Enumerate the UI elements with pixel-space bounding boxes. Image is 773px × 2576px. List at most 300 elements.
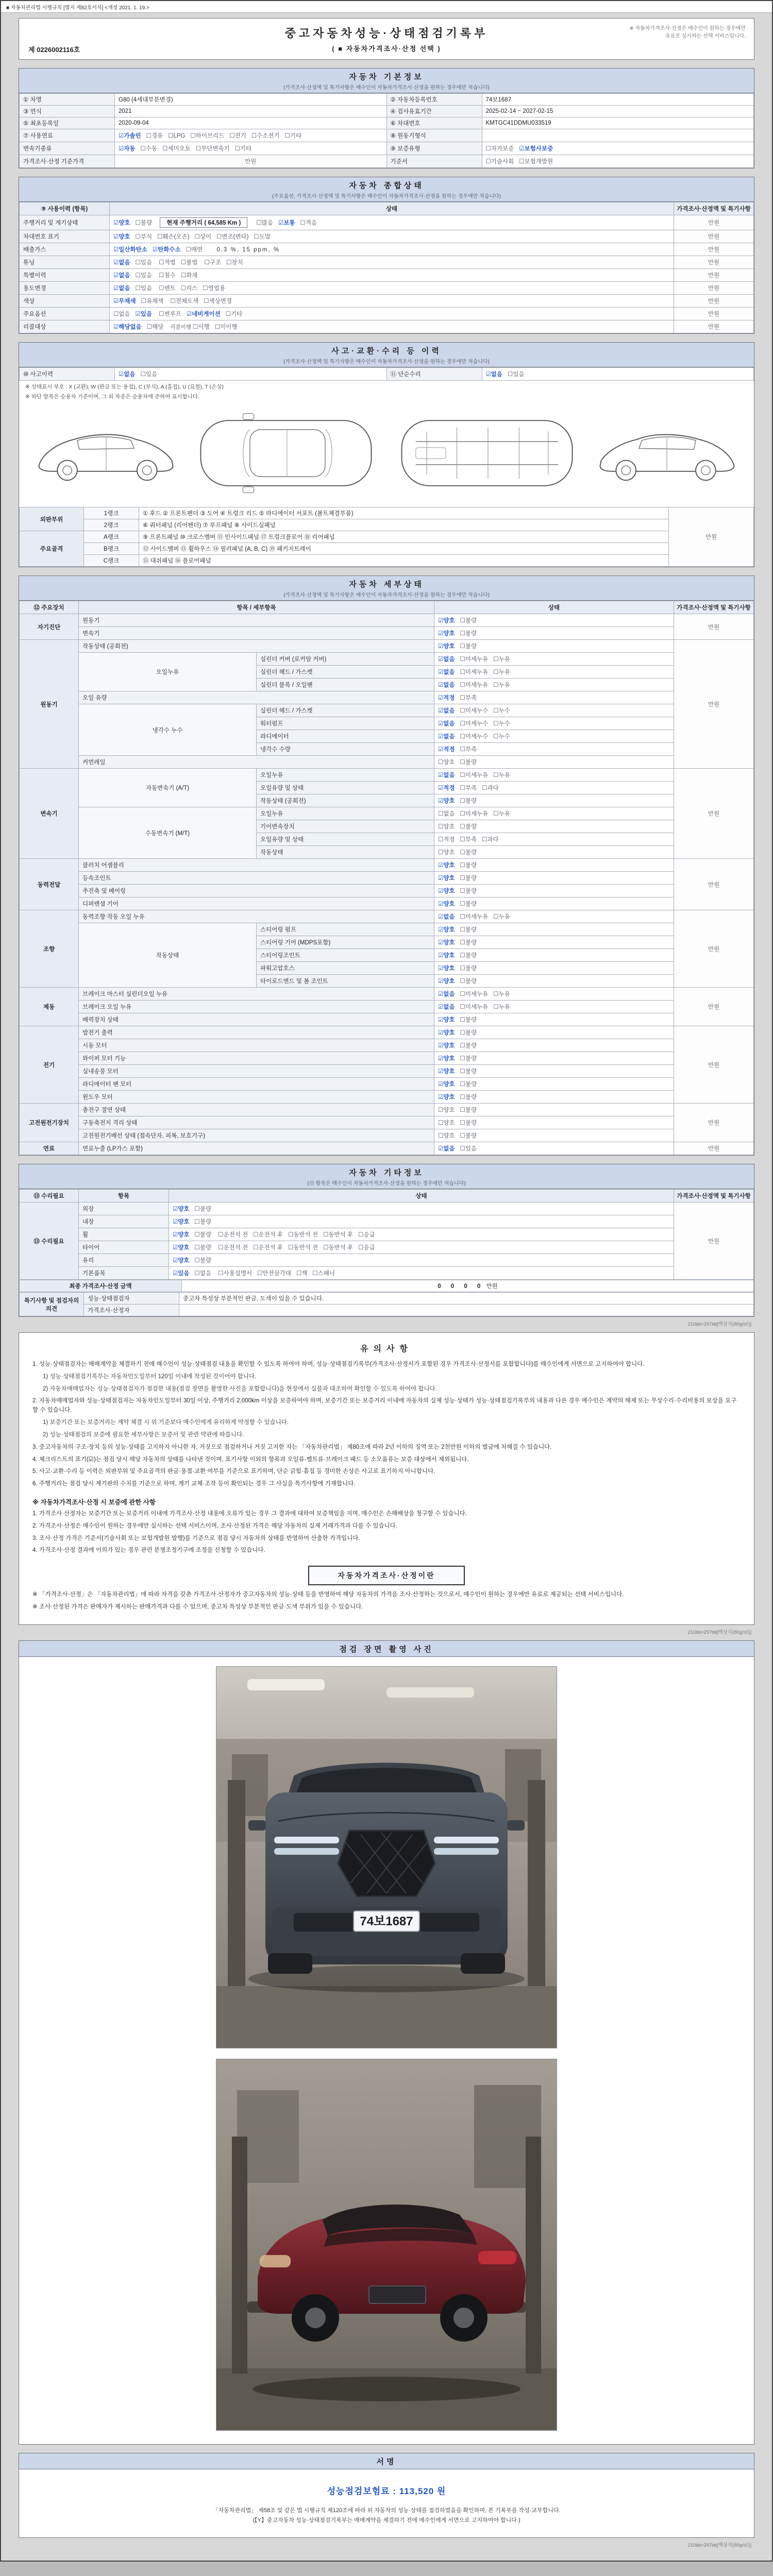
row-label: 튜닝 bbox=[20, 256, 110, 269]
subgroup-label: 자동변속기 (A/T) bbox=[79, 769, 257, 807]
table-row bbox=[20, 543, 754, 555]
checked-checkbox: ☑양호 bbox=[438, 953, 455, 959]
section-note: (가격조사·산정액 및 특기사항은 매수인이 자동차가격조사·산정을 원하는 경우에만 적습니다) bbox=[283, 85, 490, 91]
checked-checkbox: ☑양호 bbox=[113, 220, 130, 226]
checked-checkbox: ☑네비게이션 bbox=[186, 311, 221, 317]
item-label: 냉각수 수량 bbox=[257, 743, 434, 756]
unchecked-checkbox: ☐누유 bbox=[493, 656, 510, 663]
unchecked-checkbox: ☐침수 bbox=[159, 273, 176, 279]
unchecked-checkbox: ☐적정 bbox=[438, 837, 455, 843]
unchecked-checkbox: ☐전체도색 bbox=[170, 298, 199, 304]
unchecked-checkbox: ☐미세누유 bbox=[460, 669, 489, 675]
unchecked-checkbox: ☐수소전기 bbox=[251, 133, 280, 139]
unchecked-checkbox: ☐부족 bbox=[460, 695, 477, 701]
overall-condition-table bbox=[19, 202, 754, 333]
checked-checkbox: ☑적정 bbox=[438, 747, 455, 753]
checked-checkbox: ☑없음 bbox=[438, 914, 455, 920]
unchecked-checkbox: ☐응급 bbox=[358, 1232, 375, 1238]
section-title: 사고·교환·수리 등 이력 bbox=[331, 347, 442, 355]
field-label: ④ 검사유효기간 bbox=[386, 106, 482, 117]
item-label: 연료누출 (LP가스 포함) bbox=[79, 1142, 434, 1155]
unchecked-checkbox: ☐색상변경 bbox=[204, 298, 232, 304]
checked-checkbox: ☑양호 bbox=[438, 888, 455, 894]
rank-parts: ⑨ 프론트패널 ⑩ 크로스멤버 ⑪ 인사이드패널 ⑰ 트렁크플로어 ⑱ 리어패널 bbox=[139, 531, 669, 543]
detail-condition-table bbox=[19, 601, 754, 1155]
checkbox-group bbox=[205, 260, 248, 266]
checked-checkbox: ☑없음 bbox=[438, 772, 455, 778]
unchecked-checkbox: ☐수동 bbox=[140, 146, 158, 152]
checkbox-group bbox=[434, 936, 674, 949]
checked-checkbox: ☑양호 bbox=[438, 618, 455, 624]
unchecked-checkbox: ☐불량 bbox=[460, 1094, 477, 1100]
section-note: (⑬ 항목은 매수인이 자동차가격조사·산정을 원하는 경우에만 적습니다) bbox=[307, 1181, 466, 1187]
checkbox-group bbox=[434, 910, 674, 923]
final-price-label: 최종 가격조사·산정 금액 bbox=[20, 1280, 182, 1292]
section-header bbox=[19, 343, 754, 367]
opinion-row-label: 가격조사·산정자 bbox=[84, 1304, 179, 1316]
unchecked-checkbox: ☐불량 bbox=[460, 618, 477, 624]
checked-checkbox: ☑없음 bbox=[113, 285, 130, 292]
field-label: 가격조사·산정 기준가격 bbox=[20, 155, 115, 168]
insurance-label: 성능점검보험료 : bbox=[327, 2486, 396, 2496]
section-title: 서명 bbox=[376, 2457, 397, 2466]
unchecked-checkbox: ☐자가보증 bbox=[485, 146, 514, 152]
unchecked-checkbox: ☐유채색 bbox=[141, 298, 164, 304]
checked-checkbox: ☑양호 bbox=[438, 798, 455, 804]
mileage-inset bbox=[160, 217, 247, 228]
emission-state bbox=[110, 243, 674, 256]
checked-checkbox: ☑양호 bbox=[438, 978, 455, 985]
notice-item: 6. 주행거리는 점검 당시 계기판의 수치를 기준으로 하며, 계기 교체·조작 등이 확인되는 경우 그 사실을 특기사항에 기재합니다. bbox=[32, 1481, 356, 1487]
unchecked-checkbox: ☐미세누유 bbox=[460, 682, 489, 688]
checked-checkbox: ☑양호 bbox=[173, 1258, 190, 1264]
item-label: 클러치 어셈블리 bbox=[79, 859, 434, 872]
item-label: 실린더 커버 (로커암 커버) bbox=[257, 653, 434, 666]
signature-line1: 「자동차관리법」 제58조 및 같은 법 시행규칙 제120조에 따라 위 자동차의 성능·상태를 점검하였음을 확인하며, 본 기록부를 작성·교부합니다. bbox=[212, 2507, 561, 2514]
unchecked-checkbox: ☐불량 bbox=[460, 1133, 477, 1139]
subgroup-label: 냉각수 누수 bbox=[79, 704, 257, 756]
car-diagram-side-right bbox=[592, 412, 742, 495]
checkbox-group bbox=[434, 962, 674, 975]
table-row bbox=[20, 555, 754, 567]
field-label: ⑨ 보증유형 bbox=[386, 142, 482, 155]
section-note: (가격조사·산정액 및 특기사항은 매수인이 자동차가격조사·산정을 원하는 경우에만 적습니다) bbox=[283, 592, 490, 598]
price-cell: 만원 bbox=[674, 320, 754, 333]
unchecked-checkbox: ☐누수 bbox=[493, 708, 510, 714]
field-label: ③ 연식 bbox=[20, 106, 115, 117]
standard-book-options bbox=[482, 155, 754, 168]
table-row bbox=[20, 308, 754, 320]
unchecked-checkbox: ☐운전석 후 bbox=[253, 1232, 283, 1238]
checkbox-group bbox=[434, 1091, 674, 1104]
checked-checkbox: ☑없음 bbox=[113, 260, 130, 266]
basic-info-section bbox=[19, 68, 754, 168]
checked-checkbox: ☑양호 bbox=[173, 1232, 190, 1238]
checkbox-group bbox=[434, 820, 674, 833]
wheel-state bbox=[169, 1228, 674, 1241]
unchecked-checkbox: ☐리스 bbox=[180, 285, 198, 292]
item-label: 발전기 출력 bbox=[79, 1026, 434, 1039]
notice-item: 5. 사고·교환·수리 등 이력은 외판부위 및 주요골격의 판금·용접·교환 여부를 기준으로 표기하며, 단순 긁힘·흠집 등 경미한 손상은 사고로 표기하지 아니합니다. bbox=[32, 1468, 435, 1475]
subgroup-label: 작동상태 bbox=[79, 923, 257, 988]
field-value: 2025-02-14 ~ 2027-02-15 bbox=[482, 106, 754, 117]
price-cell: 만원 bbox=[674, 988, 754, 1026]
checked-checkbox: ☑양호 bbox=[173, 1245, 190, 1251]
field-value: G80 (4세대부분변경) bbox=[115, 94, 387, 106]
document-number: 제 0226002116호 bbox=[28, 46, 80, 54]
group-label: 원동기 bbox=[20, 640, 79, 769]
item-label: 동력조향 작동 오일 누유 bbox=[79, 910, 434, 923]
signature-section bbox=[19, 2453, 754, 2538]
unchecked-checkbox: ☐미이행 bbox=[214, 324, 238, 330]
price-cell: 만원 bbox=[674, 308, 754, 320]
checkbox-group bbox=[113, 273, 157, 279]
unchecked-checkbox: ☐불량 bbox=[460, 901, 477, 907]
notice-item: 2. 가격조사·산정은 매수인이 원하는 경우에만 실시하는 선택 서비스이며, 조사·산정된 가격은 해당 자동차의 실제 거래가격과 다를 수 있습니다. bbox=[32, 1522, 397, 1529]
field-value: 2021 bbox=[115, 106, 387, 117]
unchecked-checkbox: ☐미세누유 bbox=[460, 772, 489, 778]
unchecked-checkbox: ☐누유 bbox=[493, 772, 510, 778]
opinion-text: 중고차 특성상 부분적인 판금, 도색이 있을 수 있습니다. bbox=[179, 1293, 754, 1304]
section-header bbox=[19, 2453, 754, 2469]
final-price-value: 0 0 0 0 bbox=[438, 1283, 485, 1290]
item-label: 타이로드엔드 및 볼 조인트 bbox=[257, 975, 434, 988]
checkbox-group bbox=[218, 1245, 380, 1251]
checked-checkbox: ☑없음 bbox=[119, 371, 136, 378]
item-label: 등속조인트 bbox=[79, 872, 434, 885]
opinion-group-label: 특기사항 및 점검자의 의견 bbox=[20, 1293, 84, 1316]
item-label: 오일누유 bbox=[257, 807, 434, 820]
unchecked-checkbox: ☐불량 bbox=[460, 888, 477, 894]
checkbox-group bbox=[434, 1065, 674, 1078]
table-row bbox=[20, 295, 754, 308]
page-size-note: 210㎜×297㎜[백상지(80g/㎡)] bbox=[687, 1321, 751, 1327]
unchecked-checkbox: ☐불량 bbox=[460, 631, 477, 637]
unchecked-checkbox: ☐불량 bbox=[194, 1219, 212, 1225]
notice-item: ※ 조사·산정된 가격은 판매자가 제시하는 판매가격과 다를 수 있으며, 중고차 특성상 부분적인 판금·도색 부위가 있을 수 있습니다. bbox=[32, 1604, 363, 1610]
field-label: ⑧ 원동기형식 bbox=[386, 129, 482, 142]
unchecked-checkbox: ☐썬루프 bbox=[159, 311, 181, 317]
row-label: 주요옵션 bbox=[20, 308, 110, 320]
field-value: 74보1687 bbox=[482, 94, 754, 106]
item-label: 작동상태 (공회전) bbox=[257, 794, 434, 807]
header-note bbox=[629, 25, 746, 40]
unchecked-checkbox: ☐불량 bbox=[460, 1107, 477, 1113]
checked-checkbox: ☑양호 bbox=[438, 1030, 455, 1036]
unchecked-checkbox: ☐누유 bbox=[493, 991, 510, 997]
checkbox-group bbox=[113, 324, 169, 330]
checked-checkbox: ☑양호 bbox=[438, 1056, 455, 1062]
checked-checkbox: ☑양호 bbox=[438, 1081, 455, 1088]
detail-condition-section bbox=[19, 575, 754, 1156]
item-label: 스티어링 기어 (MDPS포함) bbox=[257, 936, 434, 949]
state-code-legend2: ※ 하단 항목은 승용차 기준이며, 그 외 차종은 승용차에 준하여 표시합니다. bbox=[25, 394, 199, 400]
unchecked-checkbox: ☐있음 bbox=[508, 371, 525, 378]
checked-checkbox: ☑양호 bbox=[438, 631, 455, 637]
form-reference: ■ 자동차관리법 시행규칙 [별지 제82호서식] <개정 2021. 1. 19.> bbox=[1, 1, 772, 13]
item-label: 원동기 bbox=[79, 614, 434, 627]
inspection-photo-front bbox=[216, 1666, 557, 2048]
vin-value: KMTGC41DDMU033519 bbox=[482, 117, 754, 129]
checkbox-group bbox=[434, 1142, 674, 1155]
item-label: 충전구 절연 상태 bbox=[79, 1104, 434, 1116]
unchecked-checkbox: ☐불량 bbox=[460, 1069, 477, 1075]
checkbox-group bbox=[173, 1232, 216, 1238]
checkbox-group bbox=[173, 1270, 216, 1277]
unchecked-checkbox: ☐동반석 후 bbox=[323, 1245, 354, 1251]
unchecked-checkbox: ☐양호 bbox=[438, 1120, 455, 1126]
unchecked-checkbox: ☐동반석 후 bbox=[323, 1232, 354, 1238]
unchecked-checkbox: ☐스패너 bbox=[312, 1270, 335, 1277]
checkbox-group bbox=[434, 1013, 674, 1026]
signature-body bbox=[19, 2469, 754, 2537]
unchecked-checkbox: ☐양호 bbox=[438, 759, 455, 766]
tire-state bbox=[169, 1241, 674, 1254]
unchecked-checkbox: ☐불량 bbox=[194, 1232, 212, 1238]
unchecked-checkbox: ☐불량 bbox=[460, 875, 477, 882]
item-label: 배력장치 상태 bbox=[79, 1013, 434, 1026]
rank-parts: ⑥ 쿼터패널 (리어펜더) ⑦ 루프패널 ⑧ 사이드실패널 bbox=[139, 519, 669, 531]
signature-statement bbox=[35, 2506, 738, 2525]
unchecked-checkbox: ☐운전석 전 bbox=[218, 1245, 248, 1251]
checkbox-group bbox=[159, 273, 203, 279]
checkbox-group bbox=[434, 859, 674, 872]
group-label: 동력전달 bbox=[20, 859, 79, 910]
section-note: (주요옵션, 가격조사·산정액 및 특기사항은 매수인이 자동차가격조사·산정을 원하는 경우에만 적습니다) bbox=[272, 194, 501, 199]
row-label: 배출가스 bbox=[20, 243, 110, 256]
column-header: ⑫ 주요장치 bbox=[20, 601, 79, 614]
price-cell: 만원 bbox=[674, 859, 754, 910]
section-header bbox=[19, 177, 754, 202]
item-label: 브레이크 오일 누유 bbox=[79, 1001, 434, 1013]
unchecked-checkbox: ☐기타 bbox=[284, 133, 302, 139]
column-header: 상태 bbox=[110, 202, 674, 215]
rank-table bbox=[19, 507, 754, 567]
checked-checkbox: ☑양호 bbox=[438, 1017, 455, 1023]
unchecked-checkbox: ☐불량 bbox=[460, 643, 477, 650]
price-cell: 만원 bbox=[674, 243, 754, 256]
item-label: 휠 bbox=[79, 1228, 169, 1241]
car-diagram-side-left bbox=[31, 412, 181, 495]
price-cell: 만원 bbox=[674, 269, 754, 282]
unchecked-checkbox: ☐잭 bbox=[296, 1270, 308, 1277]
unchecked-checkbox: ☐하이브리드 bbox=[190, 133, 225, 139]
checkbox-group bbox=[434, 743, 674, 756]
checkbox-group bbox=[169, 1254, 674, 1267]
checkbox-group bbox=[113, 247, 208, 253]
checkbox-group bbox=[110, 230, 674, 243]
item-label: 실린더 헤드 / 가스켓 bbox=[257, 666, 434, 679]
checkbox-group bbox=[434, 717, 674, 730]
row-label: 차대번호 표기 bbox=[20, 230, 110, 243]
checkbox-group bbox=[113, 311, 157, 317]
photo-wrap bbox=[19, 1657, 754, 2444]
group-label: 자기진단 bbox=[20, 614, 79, 640]
notice-item: 1. 가격조사·산정자는 보증기간 또는 보증거리 이내에 가격조사·산정 내용에 오류가 있는 경우 그 결과에 대하여 보증책임을 지며, 매수인은 손해배상을 청구할 수 있습니다. bbox=[32, 1510, 467, 1517]
fuel-options bbox=[115, 129, 387, 142]
item-label: 파워고압호스 bbox=[257, 962, 434, 975]
checkbox-group bbox=[434, 627, 674, 640]
section-header bbox=[19, 69, 754, 93]
unchecked-checkbox: ☐불량 bbox=[460, 1043, 477, 1049]
notice-item: 1) 보증기간 또는 보증거리는 계약 체결 시 위 기준보다 매수인에게 유리하게 약정할 수 있습니다. bbox=[43, 1419, 289, 1426]
checkbox-group bbox=[434, 897, 674, 910]
unchecked-checkbox: ☐미세누수 bbox=[460, 708, 489, 714]
checkbox-group bbox=[434, 782, 674, 794]
page-title: 중고자동차성능·상태점검기록부 bbox=[284, 27, 489, 40]
unchecked-checkbox: ☐있음 bbox=[460, 1146, 477, 1152]
accident-history-section bbox=[19, 342, 754, 567]
item-label: 오일유량 및 상태 bbox=[257, 782, 434, 794]
subgroup-label: 수동변속기 (M/T) bbox=[79, 807, 257, 859]
notice-title: 유의사항 bbox=[360, 1345, 413, 1353]
item-label: 타이어 bbox=[79, 1241, 169, 1254]
unchecked-checkbox: ☐불량 bbox=[460, 759, 477, 766]
notice-item: 2) 성능·상태점검의 보증에 필요한 세부사항은 보증서 및 관련 약관에 따릅니다. bbox=[43, 1431, 244, 1438]
unchecked-checkbox: ☐세미오토 bbox=[162, 146, 191, 152]
unchecked-checkbox: ☐불량 bbox=[460, 1017, 477, 1023]
rank-parts: ⑮ 대쉬패널 ⑯ 플로어패널 bbox=[139, 555, 669, 567]
checked-checkbox: ☑양호 bbox=[438, 862, 455, 869]
color-state bbox=[110, 295, 674, 308]
unchecked-checkbox: ☐상이 bbox=[194, 234, 211, 240]
item-label: 스티어링조인트 bbox=[257, 949, 434, 962]
unchecked-checkbox: ☐기술사회 bbox=[485, 159, 514, 165]
mileage-state bbox=[110, 215, 674, 230]
item-label: 변속기 bbox=[79, 627, 434, 640]
checkbox-group bbox=[173, 1245, 216, 1251]
unchecked-checkbox: ☐LPG bbox=[168, 133, 186, 139]
license-plate: 74보1687 bbox=[360, 1914, 413, 1928]
section-header bbox=[19, 1164, 754, 1189]
subgroup-label: 오일누유 bbox=[79, 653, 257, 691]
checked-checkbox: ☑양호 bbox=[438, 940, 455, 946]
unchecked-checkbox: ☐불량 bbox=[194, 1245, 212, 1251]
field-value bbox=[482, 129, 754, 142]
unchecked-checkbox: ☐기타 bbox=[225, 311, 243, 317]
inspection-photo-rear bbox=[216, 2059, 557, 2431]
checkbox-group bbox=[434, 988, 674, 1001]
checkbox-group bbox=[434, 769, 674, 782]
checked-checkbox: ☑없음 bbox=[438, 682, 455, 688]
checkbox-group bbox=[434, 691, 674, 704]
unchecked-checkbox: ☐불량 bbox=[194, 1258, 212, 1264]
unchecked-checkbox: ☐과다 bbox=[482, 837, 499, 843]
checkbox-group bbox=[434, 653, 674, 666]
unchecked-checkbox: ☐있음 bbox=[135, 260, 153, 266]
item-label: 라디에이터 팬 모터 bbox=[79, 1078, 434, 1091]
item-label: 디퍼렌셜 기어 bbox=[79, 897, 434, 910]
unchecked-checkbox: ☐미세누수 bbox=[460, 734, 489, 740]
rank-label: 1랭크 bbox=[84, 507, 139, 519]
car-diagram-frame bbox=[392, 405, 582, 501]
recall-sub-label: 리콜이행 bbox=[170, 324, 192, 330]
unchecked-checkbox: ☐불량 bbox=[460, 1056, 477, 1062]
unchecked-checkbox: ☐불량 bbox=[194, 1206, 212, 1212]
basic-items-state bbox=[169, 1267, 674, 1280]
checkbox-group bbox=[113, 260, 157, 266]
price-cell: 만원 bbox=[674, 1142, 754, 1155]
section-title: 자동차 종합상태 bbox=[349, 181, 424, 190]
item-label: 추진축 및 베어링 bbox=[79, 885, 434, 897]
item-label: 오일 유량 bbox=[79, 691, 434, 704]
car-diagrams bbox=[19, 400, 754, 507]
checkbox-group bbox=[434, 1026, 674, 1039]
checked-checkbox: ☑양호 bbox=[438, 965, 455, 972]
group-label: 외판부위 bbox=[20, 507, 84, 531]
unchecked-checkbox: ☐기타 bbox=[234, 146, 252, 152]
checkbox-group bbox=[434, 1001, 674, 1013]
unchecked-checkbox: ☐동반석 전 bbox=[288, 1245, 318, 1251]
item-label: 내장 bbox=[79, 1215, 169, 1228]
checkbox-group bbox=[434, 1104, 674, 1116]
item-label: 시동 모터 bbox=[79, 1039, 434, 1052]
checked-checkbox: ☑양호 bbox=[438, 901, 455, 907]
group-label: 변속기 bbox=[20, 769, 79, 859]
mileage-label: 현재 주행거리 bbox=[166, 220, 203, 226]
unchecked-checkbox: ☐부식 bbox=[135, 234, 153, 240]
price-cell: 만원 bbox=[674, 769, 754, 859]
car-diagram-top bbox=[191, 405, 381, 501]
unchecked-checkbox: ☐훼손(오손) bbox=[157, 234, 190, 240]
row-label: 색상 bbox=[20, 295, 110, 308]
row-label: ⑩ 사고이력 bbox=[20, 368, 115, 381]
checked-checkbox: ☑없음 bbox=[438, 708, 455, 714]
unchecked-checkbox: ☐장치 bbox=[226, 260, 243, 266]
unchecked-checkbox: ☐전기 bbox=[229, 133, 246, 139]
item-label: 실내송풍 모터 bbox=[79, 1065, 434, 1078]
item-label: 기본품목 bbox=[79, 1267, 169, 1280]
emission-values: 0.3 %, 15 ppm, % bbox=[216, 247, 280, 253]
checked-checkbox: ☑있음 bbox=[135, 311, 153, 317]
unchecked-checkbox: ☐양호 bbox=[438, 1133, 455, 1139]
checked-checkbox: ☑보험사보증 bbox=[519, 146, 553, 152]
unchecked-checkbox: ☐미세누유 bbox=[460, 811, 489, 817]
header-note-line2: 유료로 실시하는 선택 서비스입니다. bbox=[665, 33, 746, 39]
notice-item: 4. 체크리스트의 표기(☑)는 점검 당시 해당 자동차의 상태를 나타낸 것이며, 표기사항 이외의 항목과 오일류·벨트류·브레이크 패드 등 소모품류는 보증 대상에서 제외됩니다. bbox=[32, 1456, 469, 1463]
section-title: 자동차 세부상태 bbox=[349, 580, 424, 589]
price-cell: 만원 bbox=[674, 1104, 754, 1142]
mileage-value: ( 64,585 Km ) bbox=[204, 220, 241, 226]
column-header: 항목 bbox=[79, 1190, 169, 1202]
price-cell: 만원 bbox=[674, 215, 754, 230]
base-price-cell: 만원 bbox=[115, 155, 387, 168]
field-label: ⑤ 최초등록일 bbox=[20, 117, 115, 129]
opinion-text bbox=[179, 1304, 754, 1316]
notice-item: 3. 조사·산정 가격은 기준서(기술사회 또는 보험개발원 발행)를 기준으로 점검 당시 자동차의 상태를 반영하여 산출한 가격입니다. bbox=[32, 1535, 360, 1541]
checked-checkbox: ☑보통 bbox=[278, 220, 295, 226]
table-row bbox=[20, 320, 754, 333]
unchecked-checkbox: ☐불량 bbox=[460, 978, 477, 985]
checkbox-group bbox=[115, 368, 387, 381]
checkbox-group bbox=[434, 846, 674, 859]
unchecked-checkbox: ☐변조(변타) bbox=[216, 234, 249, 240]
unchecked-checkbox: ☐과다 bbox=[482, 785, 499, 791]
unchecked-checkbox: ☐구조 bbox=[204, 260, 222, 266]
notice-item: 4. 가격조사·산정 결과에 이의가 있는 경우 관련 분쟁조정기구에 조정을 신청할 수 있습니다. bbox=[32, 1547, 265, 1554]
insurance-value: 113,520 원 bbox=[399, 2486, 446, 2496]
checked-checkbox: ☑양호 bbox=[173, 1206, 190, 1212]
group-label: 전기 bbox=[20, 1026, 79, 1104]
main-option-state bbox=[110, 308, 674, 320]
signature-line2: (【Y】중고자동차 성능·상태점검기록부는 매매계약을 체결하기 전에 매수인에게 서면으로 고지하여야 합니다.) bbox=[253, 2517, 520, 2523]
unchecked-checkbox: ☐사용설명서 bbox=[218, 1270, 253, 1277]
item-label: 고전원전기배선 상태 (접속단자, 피복, 보호기구) bbox=[79, 1129, 434, 1142]
unchecked-checkbox: ☐응급 bbox=[358, 1245, 375, 1251]
unchecked-checkbox: ☐미세누수 bbox=[460, 721, 489, 727]
checkbox-group bbox=[159, 311, 247, 317]
checkbox-group bbox=[113, 220, 157, 226]
